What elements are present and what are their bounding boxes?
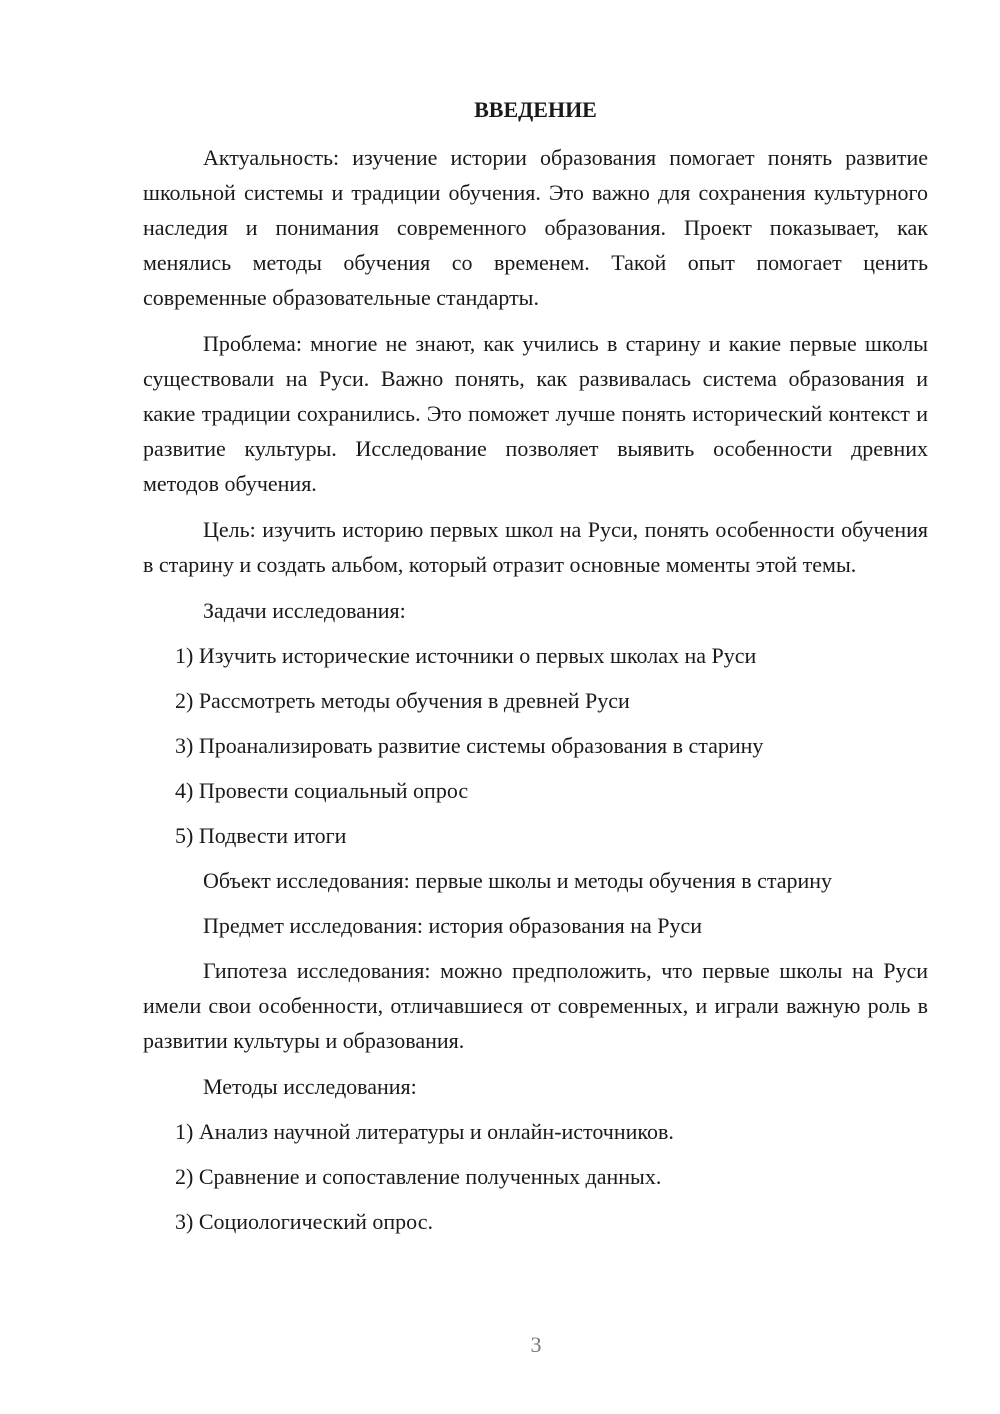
goal-paragraph: Цель: изучить историю первых школ на Руси, понять особенности обучения в старину и создать альбом, который отразит основные моменты этой темы. (143, 517, 928, 577)
list-item: 1) Анализ научной литературы и онлайн-источников. (175, 1119, 674, 1144)
methods-list (143, 1114, 928, 1239)
list-item: 2) Рассмотреть методы обучения в древней Руси (175, 688, 630, 713)
tasks-heading: Задачи исследования: (203, 598, 406, 623)
list-item: 3) Социологический опрос. (175, 1209, 433, 1234)
relevance-paragraph: Актуальность: изучение истории образования помогает понять развитие школьной системы и традиции обучения. Это важно для сохранения культурного наследия и понимания современного образования. Проект показывает, как менялись методы обучения со временем. Такой опыт помогает ценить современные образовательные стандарты. (143, 145, 928, 310)
list-item: 4) Провести социальный опрос (175, 778, 469, 803)
list-item: 5) Подвести итоги (175, 823, 347, 848)
section-title: ВВЕДЕНИЕ (474, 97, 597, 122)
page-number: 3 (530, 1332, 542, 1357)
document-page (143, 95, 928, 1249)
tasks-list (143, 638, 928, 853)
problem-paragraph: Проблема: многие не знают, как учились в старину и какие первые школы существовали на Руси. Важно понять, как развивалась система образования и какие традиции сохранились. Это поможет лучше понять исторический контекст и развитие культуры. Исследование позволяет выявить особенности древних методов обучения. (143, 331, 928, 496)
research-object: Объект исследования: первые школы и методы обучения в старину (203, 868, 833, 893)
hypothesis-paragraph: Гипотеза исследования: можно предположить, что первые школы на Руси имели свои особенности, отличавшиеся от современных, и играли важную роль в развитии культуры и образования. (143, 958, 928, 1053)
list-item: 3) Проанализировать развитие системы образования в старину (175, 733, 764, 758)
list-item: 2) Сравнение и сопоставление полученных данных. (175, 1164, 662, 1189)
research-subject: Предмет исследования: история образования на Руси (203, 913, 703, 938)
methods-heading: Методы исследования: (203, 1074, 417, 1099)
list-item: 1) Изучить исторические источники о первых школах на Руси (175, 643, 757, 668)
